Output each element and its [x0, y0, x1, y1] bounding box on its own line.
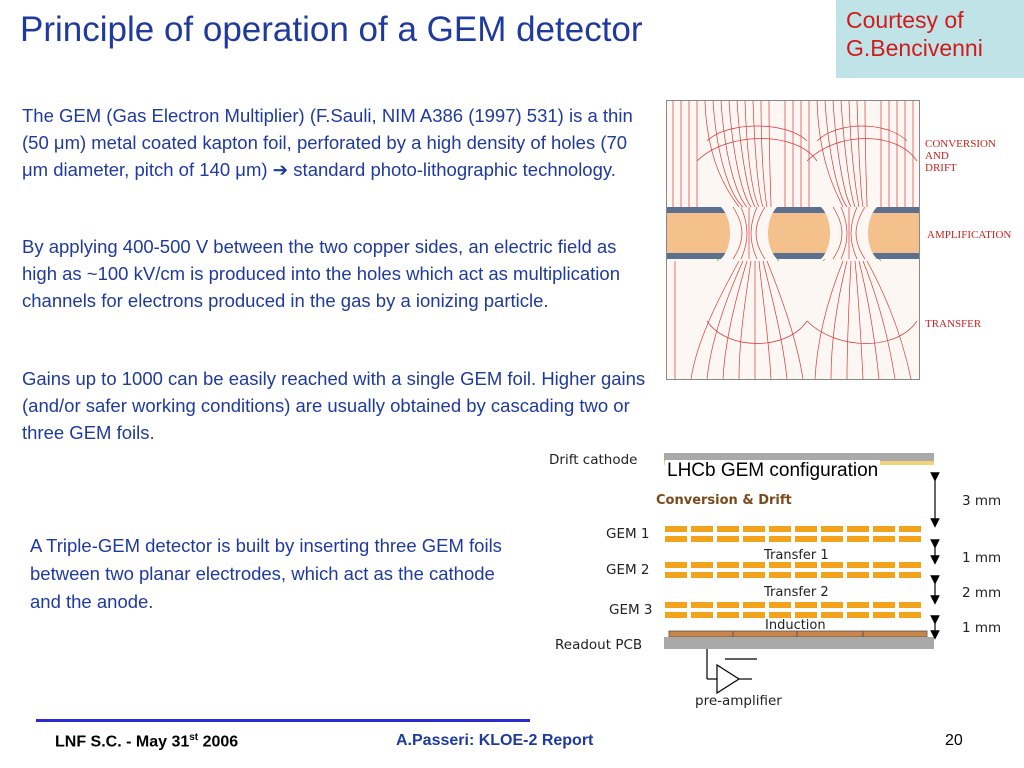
- pre-amplifier-label: pre-amplifier: [695, 693, 782, 709]
- footer-date-text: LNF S.C. - May 31: [55, 733, 190, 751]
- footer-date: [55, 732, 238, 751]
- mu-symbol: μ: [22, 159, 33, 180]
- label-transfer: TRANSFER: [925, 318, 982, 330]
- p1-text-c: m diameter, pitch of 140: [32, 159, 236, 180]
- transfer1-label: Transfer 1: [764, 548, 829, 563]
- field-lines-figure: [667, 101, 919, 379]
- gem-field-simulation-image: [666, 100, 920, 380]
- paragraph-gains: Gains up to 1000 can be easily reached with a single GEM foil. Higher gains (and/or safer working conditions) are usually obtained by cascading two or three GEM foils.: [22, 368, 646, 443]
- courtesy-box: [836, 0, 1024, 78]
- gem1-label: GEM 1: [606, 526, 650, 542]
- paragraph-triple-gem: A Triple-GEM detector is built by inserting three GEM foils between two planar electrodes, which act as the cathode and the anode.: [30, 535, 502, 612]
- gap-3mm-label: 3 mm: [962, 493, 1002, 509]
- footer-date-sup: st: [189, 732, 199, 743]
- readout-pcb-label: Readout PCB: [555, 637, 643, 653]
- gap-2mm-label: 2 mm: [962, 585, 1002, 601]
- footer-author: A.Passeri: KLOE-2 Report: [396, 732, 594, 749]
- p1-text-b: m) metal coated kapton foil, perforated by a high density of holes (70: [64, 132, 628, 153]
- gem-config-figure: [547, 447, 1017, 717]
- conversion-drift-label: Conversion & Drift: [656, 493, 792, 508]
- footer-rule: [36, 719, 530, 722]
- label-and: AND: [925, 150, 949, 162]
- gap-1mm-label: 1 mm: [962, 550, 1002, 566]
- gem3-label: GEM 3: [609, 602, 653, 618]
- induction-label: Induction: [765, 618, 826, 633]
- mu-symbol: μ: [235, 159, 246, 180]
- gap-1mm-induction-label: 1 mm: [962, 620, 1002, 636]
- footer-date-year: 2006: [198, 733, 239, 751]
- gem2-label: GEM 2: [606, 562, 650, 578]
- label-drift: DRIFT: [925, 162, 957, 174]
- arrow-icon: ➔: [272, 159, 289, 180]
- courtesy-line-1: Courtesy of: [846, 7, 964, 33]
- label-amplification: AMPLIFICATION: [927, 229, 1012, 241]
- lhcb-config-caption: LHCb GEM configuration: [667, 460, 879, 481]
- drift-cathode-label: Drift cathode: [549, 452, 638, 468]
- transfer2-label: Transfer 2: [764, 585, 829, 600]
- p1-text-d: m): [245, 159, 273, 180]
- slide-number: 20: [945, 732, 963, 749]
- p1-text-e: standard photo-lithographic technology.: [288, 159, 616, 180]
- courtesy-line-2: G.Bencivenni: [846, 35, 983, 61]
- paragraph-voltage: By applying 400-500 V between the two copper sides, an electric field as high as ~100 kV/cm is produced into the holes which act as multiplication channels for electrons produced in the gas by a ionizing particle.: [22, 236, 620, 311]
- slide-title: Principle of operation of a GEM detector: [20, 10, 643, 49]
- p1-text-a: The GEM (Gas Electron Multiplier) (F.Sauli, NIM A386 (1997) 531) is a thin (50: [22, 105, 633, 153]
- mu-symbol: μ: [53, 132, 65, 153]
- paragraph-gem-intro: [22, 102, 650, 183]
- label-conversion: CONVERSION: [925, 138, 996, 150]
